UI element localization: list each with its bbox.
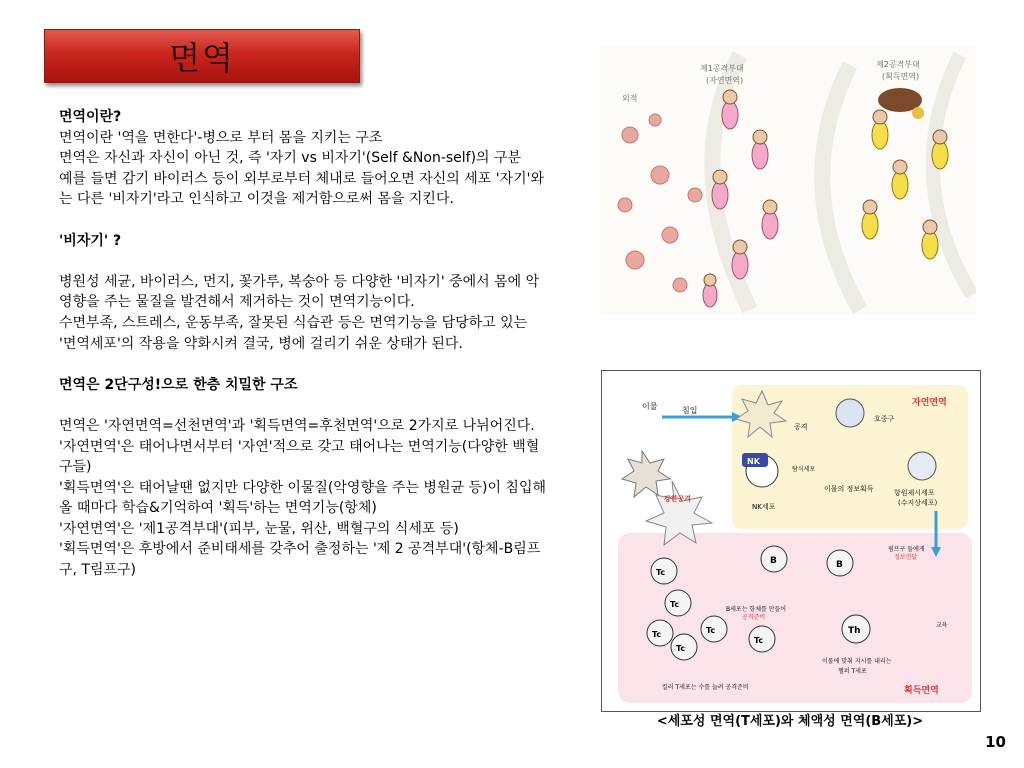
tc-desc-label: 킬러 T세포는 수를 늘려 공격준비: [662, 684, 749, 691]
body-paragraph: 병원성 세균, 바이러스, 먼지, 꽃가루, 복숭아 등 다양한 '비자기' 중에서 몸에 악영향을 주는 물질을 발견해서 제거하는 것이 면역기능이다.: [59, 273, 540, 311]
first-force-sub-label: (자연면역): [706, 76, 744, 85]
dendritic-label: 항원제시세포: [894, 489, 935, 497]
body-paragraph: 면역이란 '역을 면한다'-병으로 부터 몸을 지키는 구조: [59, 129, 383, 146]
body-paragraph: 수면부족, 스트레스, 운동부족, 잘못된 식습관 등은 면역기능을 담당하고 있는 '면역세포'의 작용을 약화시켜 결국, 병에 걸리기 쉬운 상태가 된다.: [59, 314, 528, 352]
page-number: 10: [985, 733, 1006, 751]
foreign-label: 이물: [642, 402, 658, 411]
tc-badge-3: Tc: [652, 630, 662, 639]
attack-label: 공격: [794, 423, 808, 431]
teach-label: 교육: [936, 622, 948, 629]
immune-troops-illustration: [600, 45, 976, 315]
section-heading: 면역은 2단구성!으로 한층 치밀한 구조: [59, 376, 298, 393]
body-paragraph: '자연면역'은 '제1공격부대'(피부, 눈물, 위산, 백혈구의 식세포 등): [59, 520, 459, 537]
blank-line: [59, 210, 549, 231]
body-paragraph: '획득면역'은 태어날땐 없지만 다양한 이물질(악영향을 주는 병원균 등)이 침입해 올 때마다 학습&기억하여 '획득'하는 면역기능(항체): [59, 479, 546, 517]
escort-label: 호중구: [874, 415, 895, 423]
info-label: 이물의 정보획득: [824, 485, 874, 493]
b-cell-badge: B: [770, 556, 777, 566]
body-paragraph: 면역은 '자연면역=선천면역'과 '획득면역=후천면역'으로 2가지로 나뉘어진다.: [59, 417, 535, 434]
section-heading: '비자기' ?: [59, 232, 122, 249]
b-prepare-label: 공격준비: [742, 614, 766, 621]
invade-label: 침입: [682, 406, 698, 415]
figure-caption: <세포성 면역(T세포)와 체액성 면역(B세포)>: [656, 714, 924, 729]
lymph-label: 림프구 들에게: [888, 546, 925, 553]
second-force-label: 제2공격부대: [876, 60, 920, 69]
page-title: 면역: [169, 39, 235, 77]
th-cell-badge: Th: [848, 626, 861, 636]
th-name-label: 헬퍼 T세포: [838, 668, 867, 675]
nk-badge: NK: [747, 457, 760, 466]
th-desc-label: 이물에 맞춰 지시를 내리는: [822, 658, 892, 665]
outside-label: 외적: [622, 94, 638, 103]
nk-cell-label: NK세포: [752, 503, 776, 511]
phagocyte-label: 탐식세포: [792, 466, 816, 473]
tc-badge-4: Tc: [706, 626, 716, 635]
blank-line: [59, 395, 549, 416]
body-paragraph: '획득면역'은 후방에서 준비태세를 갖추어 출정하는 '제 2 공격부대'(항체-B림프구, T림프구): [59, 541, 541, 579]
innate-title: 자연면역: [912, 398, 947, 408]
tc-badge-5: Tc: [676, 644, 686, 653]
strong-attack-label: 강한공격: [664, 495, 692, 503]
b-cell-badge-2: B: [836, 560, 843, 570]
blank-line: [59, 251, 549, 272]
immune-diagram: [601, 370, 981, 712]
body-paragraph: 면역은 자신과 자신이 아닌 것, 즉 '자기 vs 비자기'(Self &Non-self)의 구분: [59, 150, 522, 167]
b-antibody-label: B세포는 항체를 만들어: [726, 606, 787, 613]
blank-line: [59, 354, 549, 375]
acquired-title: 획득면역: [904, 686, 939, 696]
tc-badge-6: Tc: [754, 636, 764, 645]
body-paragraph: '자연면역'은 태어나면서부터 '자연'적으로 갖고 태어나는 면역기능(다양한 백혈구들): [59, 438, 540, 476]
second-force-sub-label: (획득면역): [882, 72, 920, 81]
section-heading: 면역이란?: [59, 109, 122, 125]
first-force-label: 제1공격부대: [700, 64, 744, 73]
lymph-info-label: 정보전달: [894, 554, 918, 561]
dendritic-sub-label: (수지상세포): [898, 499, 938, 507]
tc-badge-2: Tc: [670, 600, 680, 609]
body-paragraph: 예를 들면 감기 바이러스 등이 외부로부터 체내로 들어오면 자신의 세포 '자기'와는 다른 '비자기'라고 인식하고 이것을 제거함으로써 몸을 지킨다.: [59, 170, 544, 208]
body-text: [59, 107, 549, 581]
tc-badge-1: Tc: [656, 568, 666, 577]
title-banner: [44, 29, 360, 83]
